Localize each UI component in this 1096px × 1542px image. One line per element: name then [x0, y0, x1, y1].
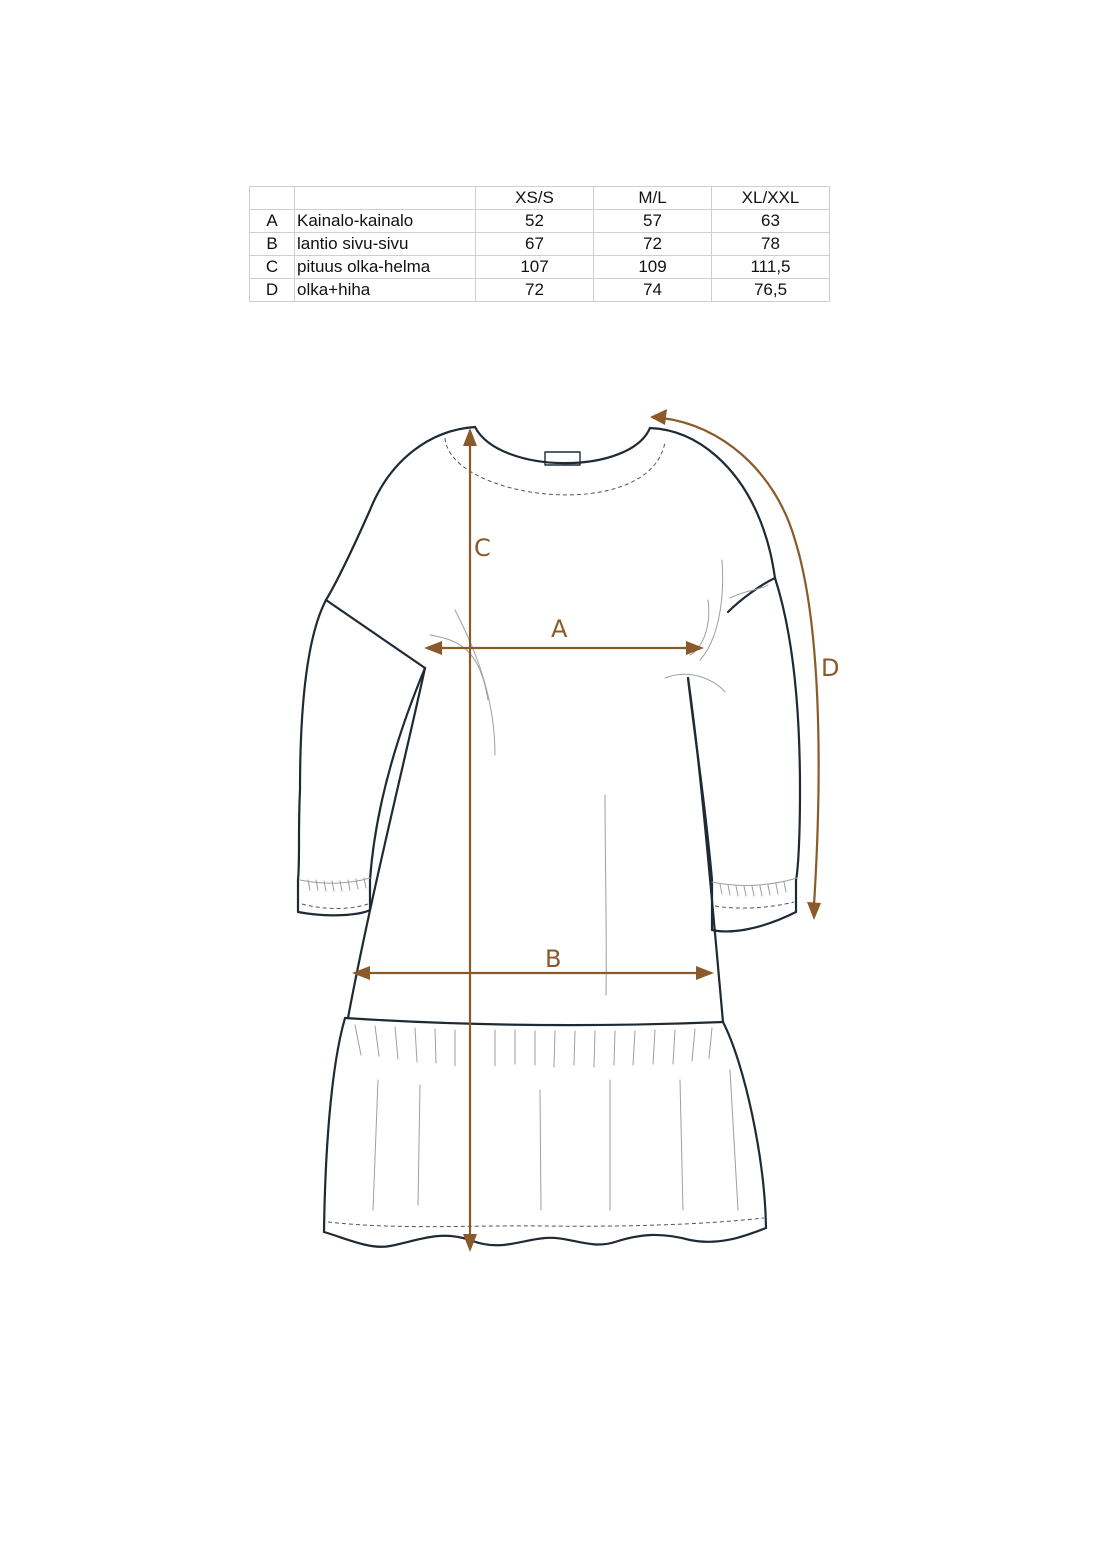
measure-d-label: D — [821, 654, 840, 682]
left-raglan-seam — [326, 427, 475, 600]
measure-c — [463, 428, 491, 1252]
skirt-right-side — [723, 1022, 766, 1228]
left-cuff-seam — [300, 878, 370, 883]
measure-a — [424, 615, 704, 655]
left-armhole-seam — [326, 600, 425, 668]
measure-d-arrow-bottom — [807, 902, 821, 920]
row-value: 109 — [594, 256, 712, 279]
left-sleeve — [298, 600, 425, 915]
measure-d — [650, 409, 839, 920]
row-letter: C — [250, 256, 295, 279]
row-value: 78 — [712, 233, 830, 256]
row-value: 74 — [594, 279, 712, 302]
measure-c-arrow-bottom — [463, 1234, 477, 1252]
left-cuff-topstitch — [302, 904, 368, 909]
row-value: 52 — [476, 210, 594, 233]
fold-line — [605, 795, 606, 995]
row-label: lantio sivu-sivu — [295, 233, 476, 256]
skirt-fold-line — [373, 1070, 738, 1210]
cuff-gather — [308, 878, 366, 891]
measure-a-label: A — [551, 615, 568, 643]
waist-seam — [345, 1018, 723, 1025]
skirt-hem — [324, 1228, 766, 1247]
header-size-xl-xxl: XL/XXL — [712, 187, 830, 210]
row-value: 57 — [594, 210, 712, 233]
skirt-gather — [355, 1025, 712, 1067]
measure-b — [352, 945, 714, 980]
row-value: 107 — [476, 256, 594, 279]
row-label: pituus olka-helma — [295, 256, 476, 279]
row-value: 63 — [712, 210, 830, 233]
header-size-m-l: M/L — [594, 187, 712, 210]
row-letter: B — [250, 233, 295, 256]
fold-line — [700, 560, 723, 660]
measure-d-curve — [662, 418, 819, 905]
fold-line — [455, 610, 495, 755]
neckline — [475, 427, 650, 463]
row-letter: D — [250, 279, 295, 302]
measure-b-arrow-right — [696, 966, 714, 980]
left-body-side — [348, 668, 425, 1018]
fold-line — [665, 674, 725, 692]
right-armhole-seam — [728, 578, 775, 612]
measure-a-arrow-left — [424, 641, 442, 655]
row-value: 76,5 — [712, 279, 830, 302]
row-value: 111,5 — [712, 256, 830, 279]
measure-c-arrow-top — [463, 428, 477, 446]
measure-b-arrow-left — [352, 966, 370, 980]
row-value: 67 — [476, 233, 594, 256]
cuff-gather — [720, 882, 786, 896]
row-value: 72 — [594, 233, 712, 256]
measure-b-label: B — [545, 945, 562, 973]
dress-outline — [298, 427, 800, 1247]
right-cuff-topstitch — [715, 902, 794, 908]
measure-c-label: C — [474, 534, 491, 562]
skirt-left-side — [324, 1018, 345, 1232]
fold-line — [730, 585, 768, 598]
row-value: 72 — [476, 279, 594, 302]
measure-d-arrow-top — [650, 409, 667, 425]
row-label: olka+hiha — [295, 279, 476, 302]
header-size-xs-s: XS/S — [476, 187, 594, 210]
dress-details — [300, 438, 797, 1227]
row-letter: A — [250, 210, 295, 233]
row-label: Kainalo-kainalo — [295, 210, 476, 233]
hem-topstitch — [328, 1218, 764, 1227]
right-raglan-seam — [650, 428, 775, 578]
right-sleeve — [688, 578, 800, 931]
